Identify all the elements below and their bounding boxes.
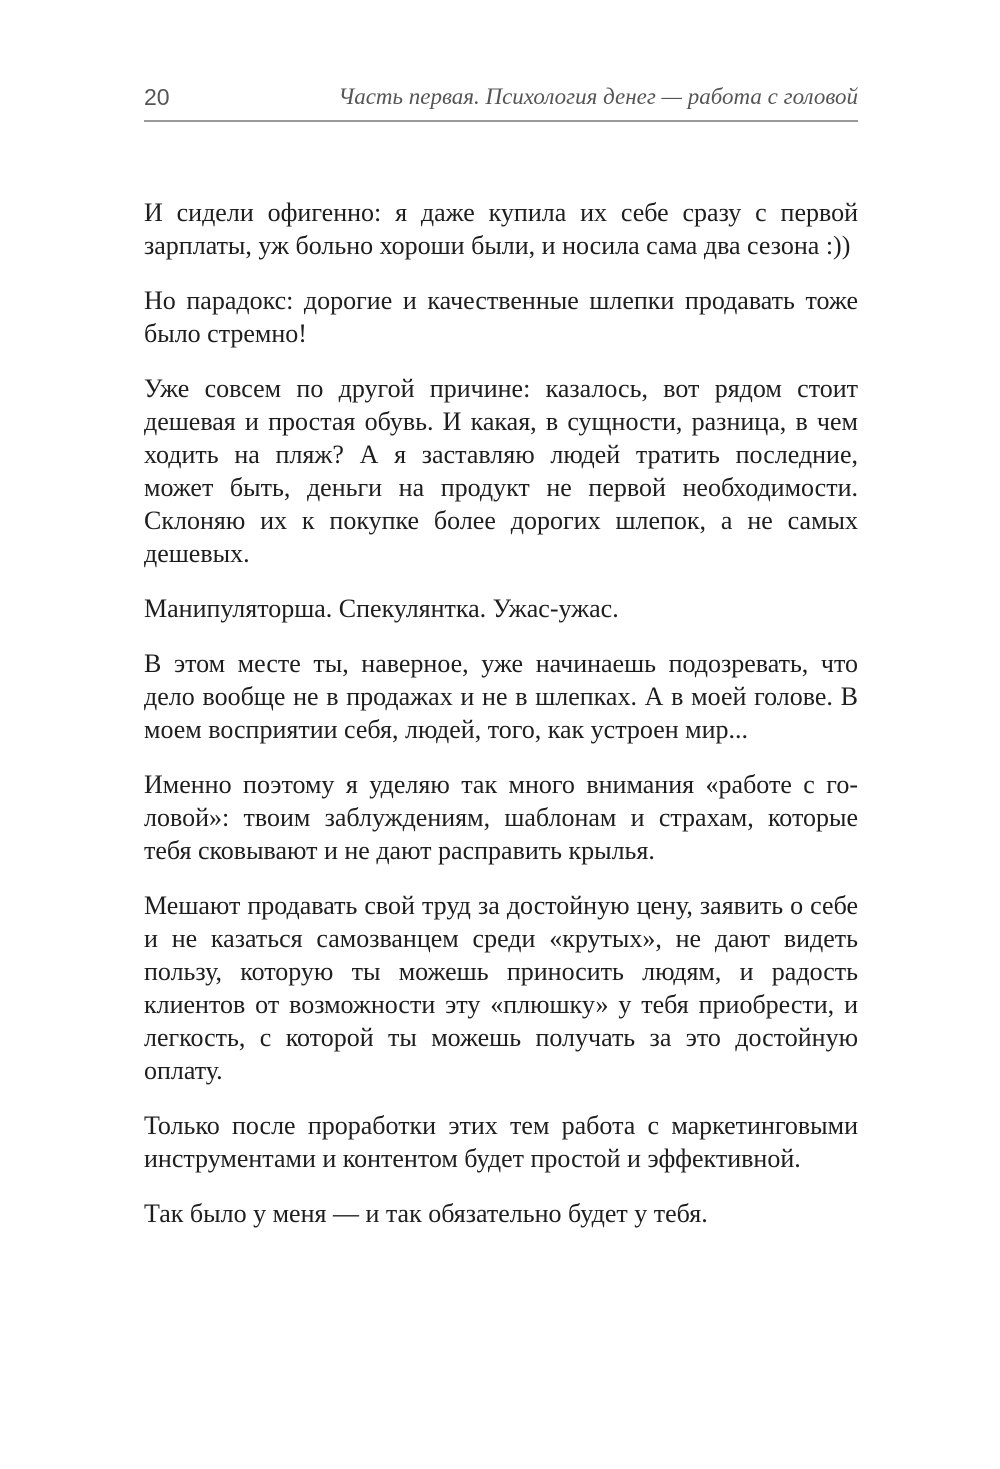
paragraph: Мешают продавать свой труд за достойную цену, заявить о себе и не казаться самозванцем среди «крутых», не дают видеть пользу, которую ты можешь приносить людям, и радость клиентов от возможности эту «плюшку» у тебя приобрести, и легкость, с которой ты можешь получать за это достойную оплату. bbox=[144, 891, 858, 1085]
body-text bbox=[144, 196, 858, 1252]
running-header bbox=[144, 78, 858, 122]
paragraph: Так было у меня — и так обязательно будет у тебя. bbox=[144, 1199, 708, 1228]
page-number: 20 bbox=[144, 84, 170, 110]
paragraph: Именно поэтому я уделяю так много внимания «работе с головой»: твоим заблуждениям, шаблонам и страхам, которые тебя сковывают и не дают расправить крылья. bbox=[144, 770, 858, 865]
paragraph: В этом месте ты, наверное, уже начинаешь подозревать, что дело вообще не в продажах и не в шлепках. А в моей голове. В моем восприятии себя, людей, того, как устроен мир... bbox=[144, 649, 858, 744]
paragraph: Уже совсем по другой причине: казалось, вот рядом стоит дешевая и простая обувь. И какая, в сущности, разница, в чем ходить на пляж? А я заставляю людей тратить последние, может быть, деньги на продукт не первой необходимости. Склоняю их к покупке более дорогих шлепок, а не самых дешевых. bbox=[144, 374, 858, 568]
paragraph: И сидели офигенно: я даже купила их себе сразу с первой зарплаты, уж больно хороши были, и носила сама два сезона :)) bbox=[144, 198, 858, 260]
paragraph: Манипуляторша. Спекулянтка. Ужас-ужас. bbox=[144, 594, 619, 623]
paragraph: Только после проработки этих тем работа с маркетинговыми инструментами и контентом будет простой и эффективной. bbox=[144, 1111, 858, 1173]
running-title: Часть первая. Психология денег — работа с головой bbox=[338, 84, 858, 109]
paragraph: Но парадокс: дорогие и качественные шлепки продавать тоже было стремно! bbox=[144, 286, 858, 348]
